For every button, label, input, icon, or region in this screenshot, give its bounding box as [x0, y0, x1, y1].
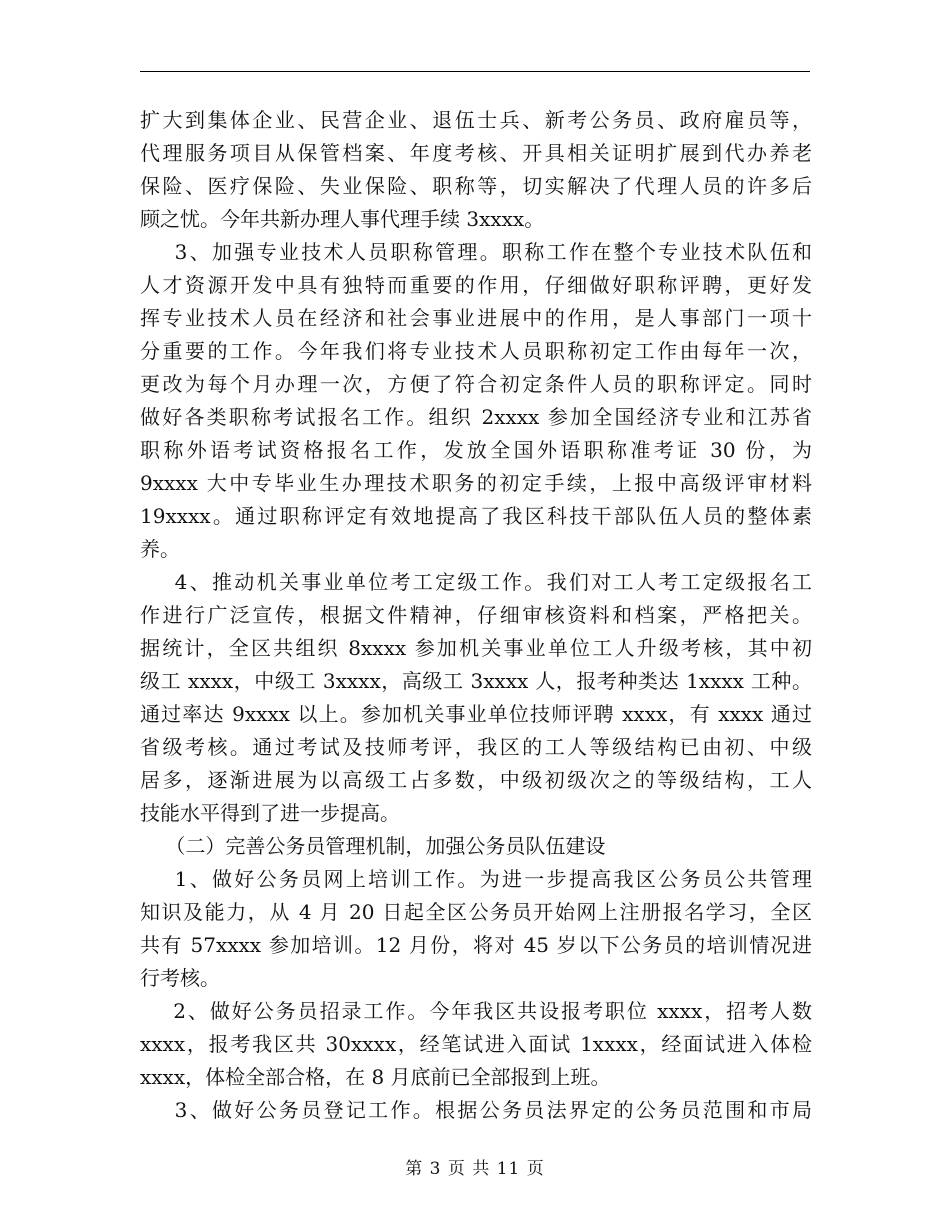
text-line: 共有 57xxxx 参加培训。12 月份，将对 45 岁以下公务员的培训情况进: [140, 933, 812, 957]
page-footer: 第 3 页 共 11 页: [405, 1159, 545, 1179]
text-line: 挥专业技术人员在经济和社会事业进展中的作用，是人事部门一项十: [140, 306, 812, 330]
document-body: [140, 104, 812, 1127]
text-line: 省级考核。通过考试及技师考评，我区的工人等级结构已由初、中级: [140, 735, 812, 759]
text-line: 养。: [140, 537, 180, 561]
text-line: 顾之忧。今年共新办理人事代理手续 3xxxx。: [140, 207, 545, 231]
text-line: 分重要的工作。今年我们将专业技术人员职称初定工作由每年一次，: [140, 339, 812, 363]
text-line: 代理服务项目从保管档案、年度考核、开具相关证明扩展到代办养老: [140, 141, 812, 165]
text-line: 做好各类职称考试报名工作。组织 2xxxx 参加全国经济专业和江苏省: [140, 405, 812, 429]
text-line: 9xxxx 大中专毕业生办理技术职务的初定手续，上报中高级评审材料: [140, 471, 812, 495]
text-line: 技能水平得到了进一步提高。: [140, 801, 400, 825]
text-line: 居多，逐渐进展为以高级工占多数，中级初级次之的等级结构，工人: [140, 768, 812, 792]
text-line: （二）完善公务员管理机制，加强公务员队伍建设: [140, 834, 606, 858]
text-line: 1、做好公务员网上培训工作。为进一步提高我区公务员公共管理: [140, 867, 812, 891]
text-line: 保险、医疗保险、失业保险、职称等，切实解决了代理人员的许多后: [140, 174, 812, 198]
text-line: 知识及能力，从 4 月 20 日起全区公务员开始网上注册报名学习，全区: [140, 900, 812, 924]
text-line: 人才资源开发中具有独特而重要的作用，仔细做好职称评聘，更好发: [140, 273, 812, 297]
text-line: 4、推动机关事业单位考工定级工作。我们对工人考工定级报名工: [140, 570, 812, 594]
text-line: 据统计，全区共组织 8xxxx 参加机关事业单位工人升级考核，其中初: [140, 636, 812, 660]
text-line: 3、加强专业技术人员职称管理。职称工作在整个专业技术队伍和: [140, 240, 812, 264]
text-line: 扩大到集体企业、民营企业、退伍士兵、新考公务员、政府雇员等，: [140, 108, 812, 132]
text-line: 3、做好公务员登记工作。根据公务员法界定的公务员范围和市局: [140, 1098, 812, 1122]
text-line: 作进行广泛宣传，根据文件精神，仔细审核资料和档案，严格把关。: [140, 603, 812, 627]
text-line: 19xxxx。通过职称评定有效地提高了我区科技干部队伍人员的整体素: [140, 504, 812, 528]
header-rule: [140, 71, 810, 72]
text-line: xxxx，体检全部合格，在 8 月底前已全部报到上班。: [140, 1065, 611, 1089]
text-line: 更改为每个月办理一次，方便了符合初定条件人员的职称评定。同时: [140, 372, 812, 396]
text-line: 行考核。: [140, 966, 220, 990]
text-line: 通过率达 9xxxx 以上。参加机关事业单位技师评聘 xxxx，有 xxxx 通过: [140, 702, 812, 726]
text-line: 2、做好公务员招录工作。今年我区共设报考职位 xxxx，招考人数: [140, 999, 812, 1023]
text-line: 职称外语考试资格报名工作，发放全国外语职称准考证 30 份，为: [140, 438, 812, 462]
text-line: 级工 xxxx，中级工 3xxxx，高级工 3xxxx 人，报考种类达 1xxxx 工种。: [140, 669, 812, 693]
text-line: xxxx，报考我区共 30xxxx，经笔试进入面试 1xxxx，经面试进入体检: [140, 1032, 812, 1056]
